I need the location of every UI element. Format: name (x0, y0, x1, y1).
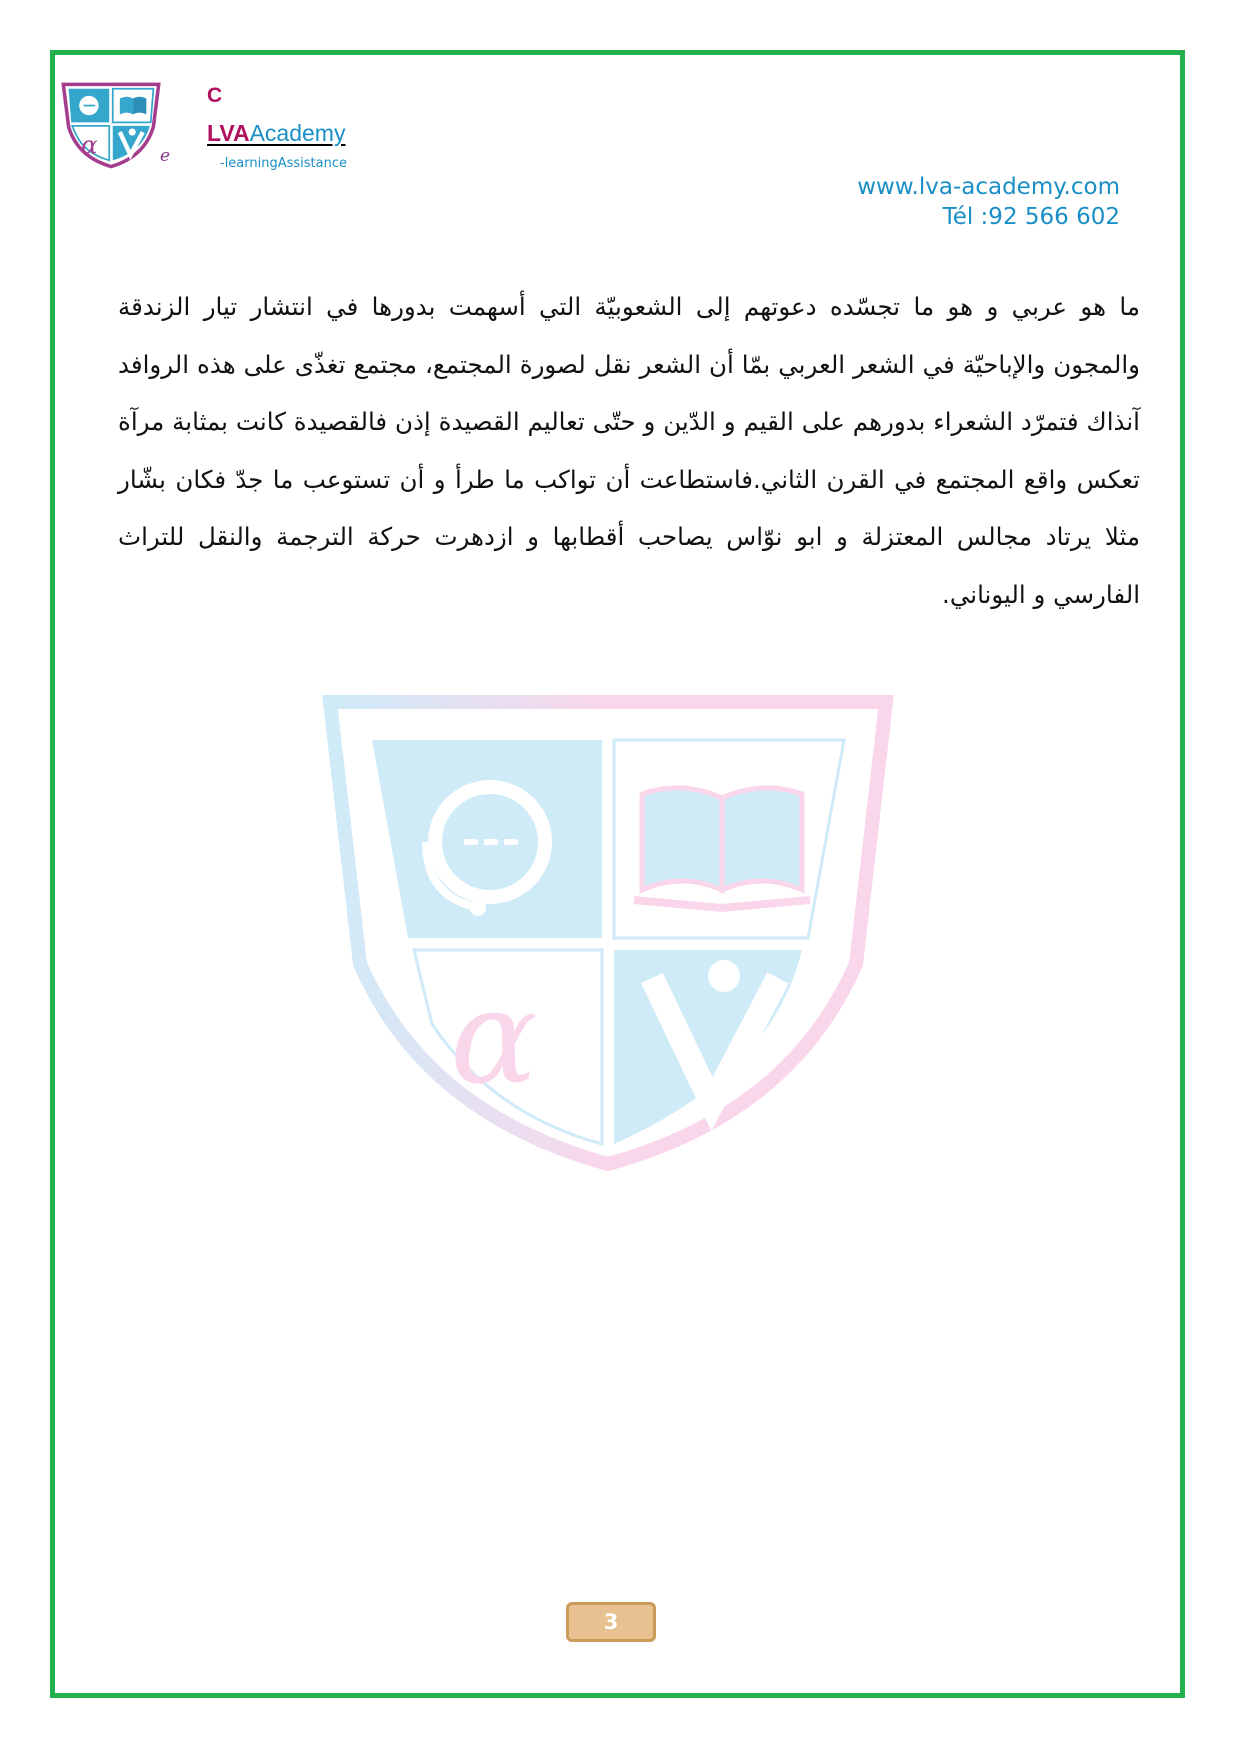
brand-lva: LVA (207, 120, 250, 146)
phone-number: Tél :92 566 602 (942, 204, 1120, 230)
website-link[interactable]: www.lva-academy.com (857, 174, 1120, 200)
brand-e-letter: e (160, 146, 171, 166)
lva-shield-watermark-icon (322, 694, 894, 1172)
contact-info (857, 172, 1120, 232)
svg-text:α: α (450, 961, 538, 1113)
svg-text:α: α (80, 130, 98, 160)
page-number-badge: 3 (566, 1602, 656, 1642)
brand-tagline: -learningAssistance (220, 156, 347, 171)
brand-academy: Academy (249, 120, 346, 146)
lva-academy-shield-icon (58, 80, 164, 170)
brand-letter: C (207, 84, 223, 107)
brand-name (207, 120, 345, 147)
body-paragraph: ما هو عربي و هو ما تجسّده دعوتهم إلى الشعوبيّة التي أسهمت بدورها في انتشار تيار الزندقة والمجون والإباحيّة في الشعر العربي بمّا أن الشعر نقل لصورة المجتمع، مجتمع تغذّى على هذه الروافد آنذاك فتمرّد الشعراء بدورهم على القيم و الدّين و حتّى تعاليم القصيدة إذن فالقصيدة كانت بمثابة مرآة تعكس واقع المجتمع في القرن الثاني.فاستطاعت أن تواكب ما طرأ و أن تستوعب ما جدّ فكان بشّار مثلا يرتاد مجالس المعتزلة و ابو نوّاس يصاحب أقطابها و ازدهرت حركة الترجمة والنقل للتراث الفارسي و اليوناني. (118, 292, 1140, 609)
